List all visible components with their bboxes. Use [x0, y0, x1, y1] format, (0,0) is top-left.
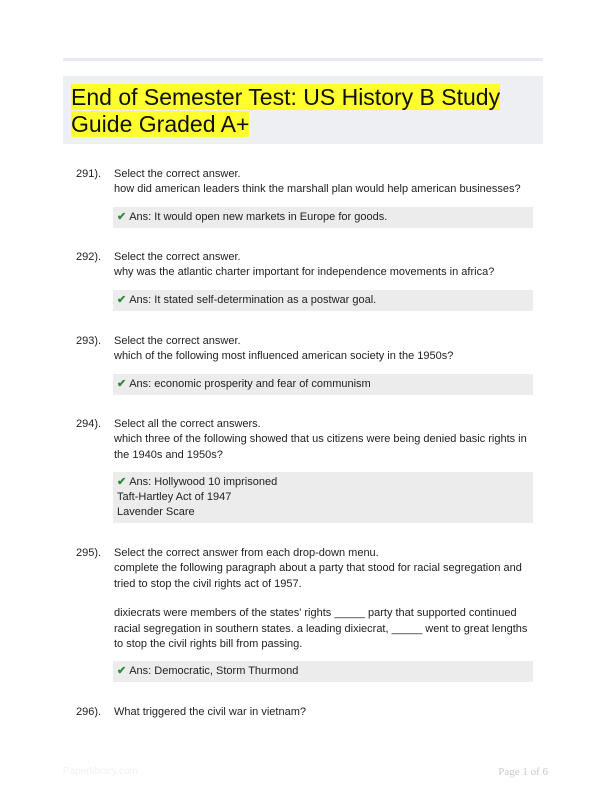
answer-line: Ans: Hollywood 10 imprisoned — [129, 476, 278, 489]
answer-box — [113, 207, 533, 228]
question-prompt: Select the correct answer. — [114, 251, 241, 263]
answer-box — [113, 661, 533, 682]
question-number: 295). — [76, 547, 102, 559]
answer-text: Ans: economic prosperity and fear of communism — [129, 377, 371, 390]
title-band — [63, 76, 543, 144]
question-prompt: Select the correct answer. — [114, 335, 241, 347]
question-text: how did american leaders think the marshall plan would help american businesses? — [114, 183, 521, 196]
document-title: End of Semester Test: US History B Study Guide Graded A+ — [71, 84, 501, 137]
question-text: which of the following most influenced american society in the 1950s? — [114, 350, 454, 363]
answer-line: Taft-Hartley Act of 1947 — [117, 491, 232, 504]
check-icon: ✔ — [117, 665, 127, 678]
check-icon: ✔ — [117, 210, 127, 223]
question-prompt: Select the correct answer. — [114, 168, 241, 180]
page-number: Page 1 of 6 — [498, 766, 548, 778]
footer-site: Paperlibrary.com — [63, 766, 138, 777]
answer-box — [113, 472, 533, 523]
question-prompt: Select the correct answer from each drop-down menu. — [114, 547, 379, 559]
check-icon: ✔ — [117, 377, 127, 390]
check-icon: ✔ — [117, 293, 127, 306]
answer-box — [113, 374, 533, 395]
answer-line: Lavender Scare — [117, 506, 195, 519]
question-number: 294). — [76, 418, 102, 430]
question-text: complete the following paragraph about a party that stood for racial segregation and tried to stop the civil rights act of 1957. — [114, 562, 522, 590]
question-number: 292). — [76, 251, 102, 263]
question-text: which three of the following showed that us citizens were being denied basic rights in the 1940s and 1950s? — [114, 433, 527, 461]
answer-text: Ans: It would open new markets in Europe for goods. — [129, 210, 388, 223]
top-divider — [63, 58, 543, 61]
question-number: 296). — [76, 706, 102, 718]
question-number: 293). — [76, 335, 102, 347]
question-prompt: What triggered the civil war in vietnam? — [114, 706, 306, 718]
question-prompt: Select all the correct answers. — [114, 418, 261, 430]
answer-text: Ans: It stated self-determination as a postwar goal. — [129, 293, 377, 306]
check-icon: ✔ — [117, 476, 127, 489]
question-text: why was the atlantic charter important for independence movements in africa? — [114, 266, 495, 279]
answer-text: Ans: Democratic, Storm Thurmond — [129, 665, 299, 678]
question-paragraph: dixiecrats were members of the states' rights _____ party that supported continued racial segregation in southern states. a leading dixiecrat, _____ went to great lengths to stop the civil rights bill from passing. — [114, 607, 528, 651]
answer-box — [113, 290, 533, 311]
question-number: 291). — [76, 168, 102, 180]
